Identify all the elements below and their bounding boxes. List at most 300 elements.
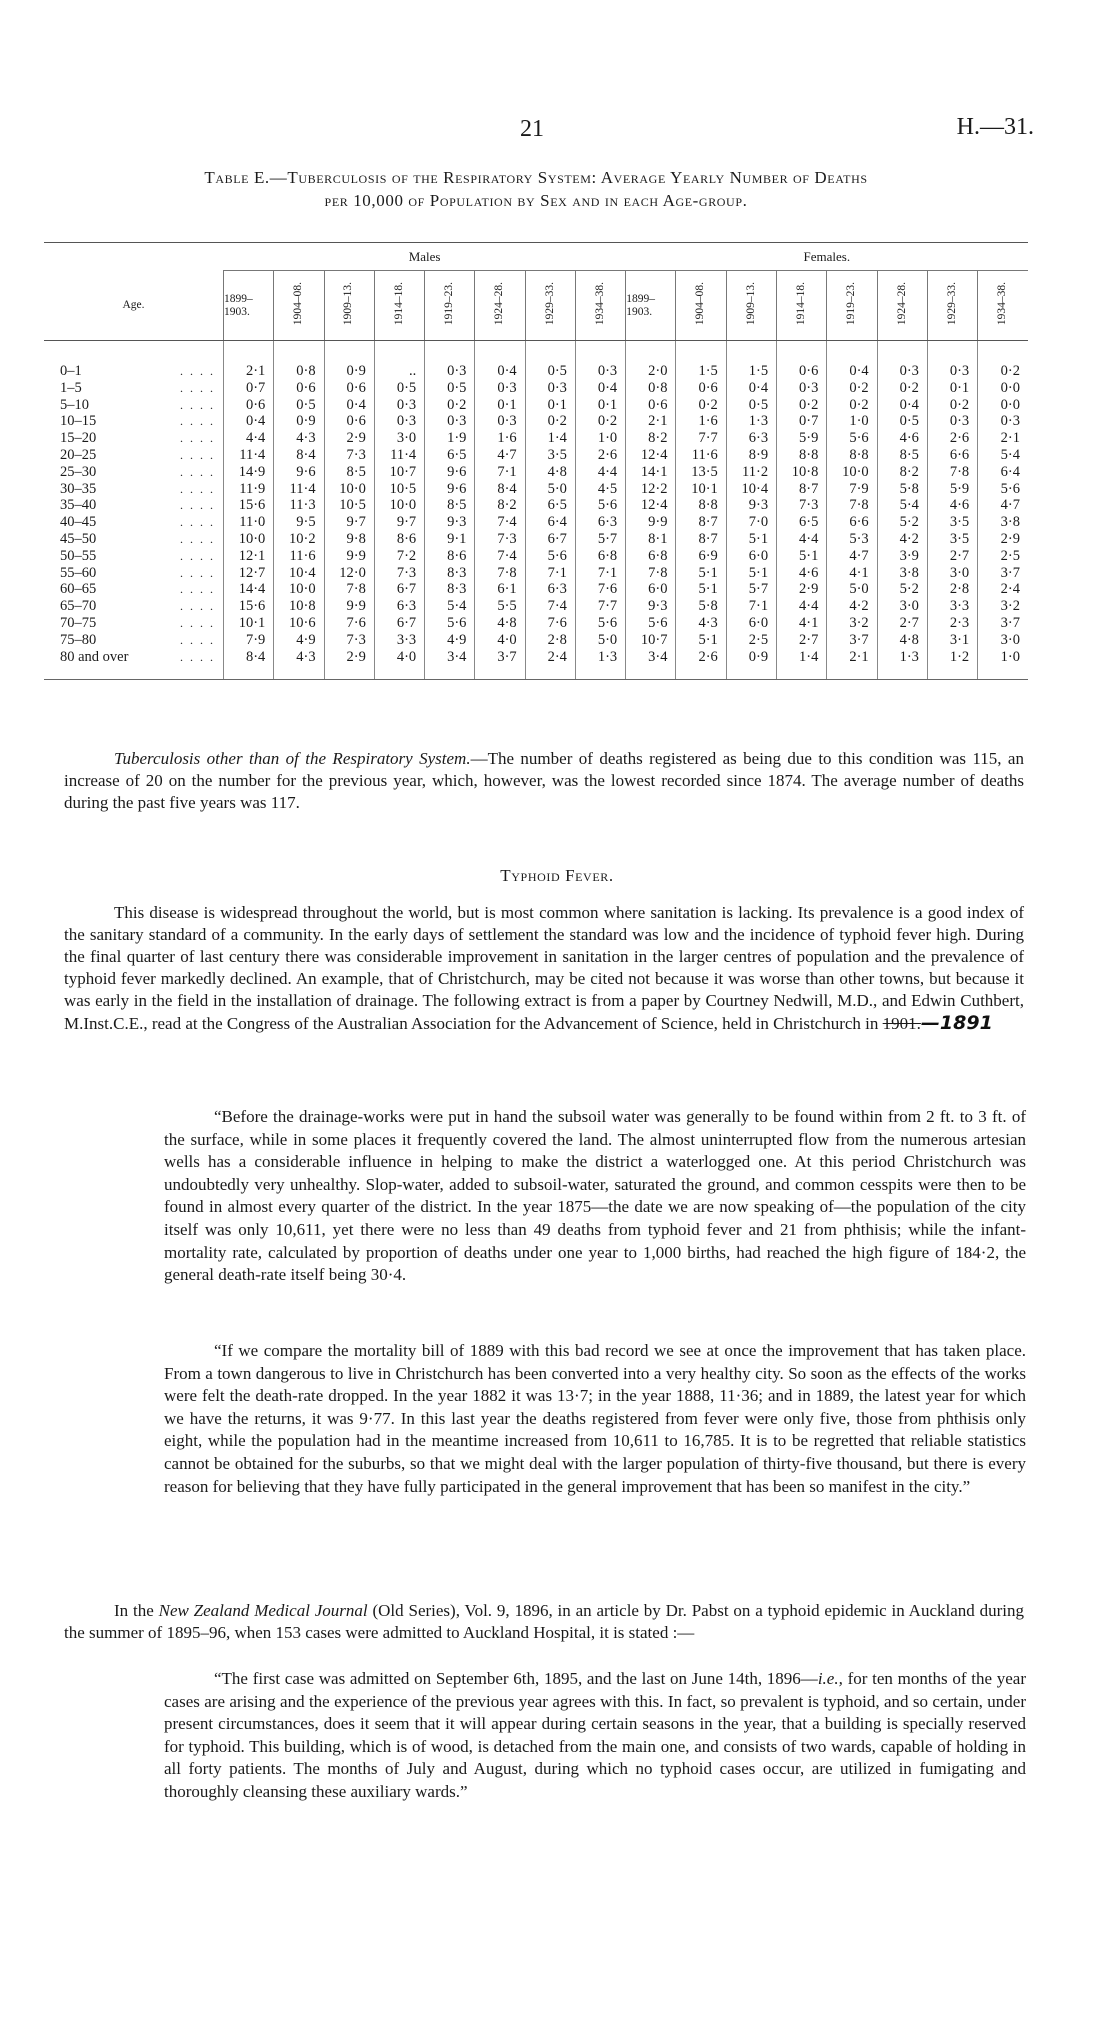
male-rate-cell: 8·3 — [425, 565, 475, 582]
female-rate-cell: 0·7 — [777, 413, 827, 430]
auckland-intro-pre: In the — [114, 1601, 159, 1620]
table-row — [44, 565, 1028, 582]
female-rate-cell: 7·8 — [827, 497, 877, 514]
male-rate-cell: 0·4 — [575, 380, 625, 397]
female-rate-cell: 7·9 — [827, 481, 877, 498]
male-rate-cell: 11·6 — [274, 548, 324, 565]
male-rate-cell: 8·5 — [324, 464, 374, 481]
male-rate-cell: 0·3 — [425, 413, 475, 430]
male-rate-cell: 4·5 — [575, 481, 625, 498]
male-period-label: 1924–28. — [493, 282, 506, 326]
female-rate-cell: 0·4 — [726, 380, 776, 397]
age-group-label: 25–30 — [60, 463, 97, 480]
female-rate-cell: 6·9 — [676, 548, 726, 565]
male-period-header — [425, 271, 475, 341]
age-column-header: Age. — [44, 271, 224, 341]
table-row — [44, 514, 1028, 531]
age-group-label: 80 and over — [60, 648, 129, 665]
male-rate-cell: 11·3 — [274, 497, 324, 514]
male-rate-cell: 10·0 — [274, 581, 324, 598]
male-rate-cell: 4·4 — [224, 430, 274, 447]
male-rate-cell: 0·2 — [575, 413, 625, 430]
female-rate-cell: 10·7 — [626, 632, 676, 649]
table-row — [44, 447, 1028, 464]
female-rate-cell: 11·2 — [726, 464, 776, 481]
age-group-label: 20–25 — [60, 446, 97, 463]
male-rate-cell: 10·0 — [374, 497, 424, 514]
female-rate-cell: 4·7 — [827, 548, 877, 565]
christchurch-quote-2: “If we compare the mortality bill of 1889 with this bad record we see at once the improvement that has taken place. From a town dangerous to live in Christchurch has been converted into a very healthy city. So soon as the effects of the works were felt the death-rate dropped. In the year 1882 it was 13·7; in the year 1888, 11·36; and in 1889, the latest year for which we have the returns, it was 9·77. In this last year the deaths registered from fever were only five, those from phthisis only eight, while the population had in the meantime increased from 10,611 to 16,785. It is to be regretted that reliable statistics cannot be obtained for the suburbs, so that we might deal with the larger population of thirty-five thousand, but there is every reason for believing that they have fully participated in the general improvement that has been so manifest in the city.” — [164, 1341, 1026, 1496]
leader-dots: . . . . — [180, 464, 215, 479]
male-rate-cell: 6·4 — [525, 514, 575, 531]
male-rate-cell: 6·3 — [575, 514, 625, 531]
table-row — [44, 615, 1028, 632]
female-rate-cell: 10·4 — [726, 481, 776, 498]
page-number: 21 — [520, 116, 544, 142]
male-rate-cell: 9·8 — [324, 531, 374, 548]
male-rate-cell: 9·9 — [324, 548, 374, 565]
male-rate-cell: 12·7 — [224, 565, 274, 582]
male-rate-cell: 9·7 — [324, 514, 374, 531]
female-rate-cell: 0·6 — [777, 341, 827, 380]
male-rate-cell: 6·7 — [374, 581, 424, 598]
female-rate-cell: 13·5 — [676, 464, 726, 481]
female-rate-cell: 1·3 — [726, 413, 776, 430]
female-rate-cell: 5·1 — [676, 632, 726, 649]
male-rate-cell: 0·5 — [274, 397, 324, 414]
female-rate-cell: 1·5 — [676, 341, 726, 380]
male-rate-cell: 3·3 — [374, 632, 424, 649]
female-rate-cell: 5·1 — [676, 565, 726, 582]
female-rate-cell: 12·4 — [626, 497, 676, 514]
male-rate-cell: 7·8 — [324, 581, 374, 598]
male-rate-cell: 0·3 — [575, 341, 625, 380]
female-rate-cell: 6·5 — [777, 514, 827, 531]
male-rate-cell: 1·0 — [575, 430, 625, 447]
age-group-label: 15–20 — [60, 430, 97, 447]
male-rate-cell: 3·7 — [475, 649, 525, 680]
male-rate-cell: 0·3 — [374, 397, 424, 414]
male-rate-cell: 0·5 — [374, 380, 424, 397]
female-rate-cell: 2·7 — [777, 632, 827, 649]
female-rate-cell: 5·7 — [726, 581, 776, 598]
female-rate-cell: 4·2 — [877, 531, 927, 548]
female-rate-cell: 0·8 — [626, 380, 676, 397]
male-rate-cell: 5·7 — [575, 531, 625, 548]
female-rate-cell: 0·1 — [927, 380, 977, 397]
male-rate-cell: 0·2 — [525, 413, 575, 430]
male-period-header — [575, 271, 625, 341]
male-rate-cell: 2·4 — [525, 649, 575, 680]
table-row — [44, 598, 1028, 615]
male-rate-cell: 5·6 — [575, 497, 625, 514]
male-rate-cell: 0·3 — [425, 341, 475, 380]
table-row — [44, 464, 1028, 481]
male-rate-cell: 15·6 — [224, 497, 274, 514]
female-rate-cell: 5·6 — [626, 615, 676, 632]
table-caption-line-1: Table E.—Tuberculosis of the Respiratory System: Average Yearly Number of Deaths — [204, 168, 868, 187]
leader-dots: . . . . — [180, 649, 215, 664]
female-period-header — [726, 271, 776, 341]
female-rate-cell: 4·2 — [827, 598, 877, 615]
female-rate-cell: 0·5 — [877, 413, 927, 430]
male-rate-cell: 10·6 — [274, 615, 324, 632]
male-rate-cell: 15·6 — [224, 598, 274, 615]
female-rate-cell: 0·3 — [927, 341, 977, 380]
table-caption-line-2: per 10,000 of Population by Sex and in each Age-group. — [324, 191, 748, 210]
table-row — [44, 380, 1028, 397]
table-caption — [46, 166, 1026, 212]
male-rate-cell: 8·5 — [425, 497, 475, 514]
female-rate-cell: 3·0 — [877, 598, 927, 615]
female-period-header — [877, 271, 927, 341]
female-rate-cell: 3·0 — [927, 565, 977, 582]
female-rate-cell: 8·5 — [877, 447, 927, 464]
female-rate-cell: 2·9 — [777, 581, 827, 598]
female-rate-cell: 4·6 — [927, 497, 977, 514]
leader-dots: . . . . — [180, 431, 215, 446]
female-rate-cell: 0·9 — [726, 649, 776, 680]
male-rate-cell: 2·1 — [224, 341, 274, 380]
female-rate-cell: 6·0 — [626, 581, 676, 598]
typhoid-intro-paragraph — [64, 902, 1024, 1035]
handwritten-correction: —1891 — [920, 1012, 993, 1034]
female-rate-cell: 0·2 — [877, 380, 927, 397]
female-rate-cell: 2·1 — [827, 649, 877, 680]
male-rate-cell: 1·9 — [425, 430, 475, 447]
male-rate-cell: 8·4 — [475, 481, 525, 498]
female-rate-cell: 5·1 — [777, 548, 827, 565]
table-row — [44, 497, 1028, 514]
female-rate-cell: 8·2 — [626, 430, 676, 447]
female-rate-cell: 7·1 — [726, 598, 776, 615]
female-rate-cell: 0·2 — [927, 397, 977, 414]
female-rate-cell: 0·2 — [827, 397, 877, 414]
age-group-label: 75–80 — [60, 631, 97, 648]
female-rate-cell: 12·4 — [626, 447, 676, 464]
male-rate-cell: 1·4 — [525, 430, 575, 447]
female-period-label: 1924–28. — [895, 282, 908, 326]
female-period-header — [777, 271, 827, 341]
male-rate-cell: 4·8 — [525, 464, 575, 481]
female-period-label: 1919–23. — [845, 282, 858, 326]
age-group-cell — [44, 632, 224, 649]
male-period-label: 1899–1903. — [224, 292, 253, 318]
male-rate-cell: 7·3 — [374, 565, 424, 582]
male-rate-cell: 7·1 — [525, 565, 575, 582]
male-period-label: 1914–18. — [392, 282, 405, 326]
female-rate-cell: 3·7 — [978, 615, 1028, 632]
female-rate-cell: 7·3 — [777, 497, 827, 514]
age-group-cell — [44, 397, 224, 414]
female-rate-cell: 5·8 — [676, 598, 726, 615]
female-rate-cell: 2·1 — [626, 413, 676, 430]
male-rate-cell: 11·9 — [224, 481, 274, 498]
female-rate-cell: 1·2 — [927, 649, 977, 680]
male-period-header — [525, 271, 575, 341]
auckland-quote-pre: “The first case was admitted on September 6th, 1895, and the last on June 14th, 1896— — [214, 1669, 818, 1688]
document-reference: H.—31. — [956, 114, 1034, 140]
female-rate-cell: 0·2 — [676, 397, 726, 414]
female-rate-cell: 0·5 — [726, 397, 776, 414]
typhoid-section-title: Typhoid Fever. — [500, 866, 614, 885]
female-rate-cell: 0·3 — [927, 413, 977, 430]
female-rate-cell: 0·6 — [626, 397, 676, 414]
male-rate-cell: 0·6 — [324, 413, 374, 430]
male-rate-cell: 1·6 — [475, 430, 525, 447]
female-rate-cell: 3·8 — [877, 565, 927, 582]
male-rate-cell: 0·3 — [374, 413, 424, 430]
male-rate-cell: 4·7 — [475, 447, 525, 464]
male-rate-cell: 0·6 — [274, 380, 324, 397]
female-period-header — [827, 271, 877, 341]
male-rate-cell: 9·3 — [425, 514, 475, 531]
female-rate-cell: 12·2 — [626, 481, 676, 498]
age-group-cell — [44, 447, 224, 464]
male-rate-cell: 9·6 — [274, 464, 324, 481]
female-rate-cell: 5·3 — [827, 531, 877, 548]
male-rate-cell: 10·5 — [374, 481, 424, 498]
male-rate-cell: 7·3 — [324, 447, 374, 464]
leader-dots: . . . . — [180, 380, 215, 395]
female-rate-cell: 6·8 — [626, 548, 676, 565]
female-rate-cell: 4·4 — [777, 531, 827, 548]
female-rate-cell: 14·1 — [626, 464, 676, 481]
male-rate-cell: 0·7 — [224, 380, 274, 397]
age-group-label: 40–45 — [60, 514, 97, 531]
age-group-cell — [44, 514, 224, 531]
female-rate-cell: 0·2 — [827, 380, 877, 397]
female-rate-cell: 2·4 — [978, 581, 1028, 598]
male-rate-cell: 0·9 — [274, 413, 324, 430]
leader-dots: . . . . — [180, 548, 215, 563]
male-rate-cell: 10·2 — [274, 531, 324, 548]
female-period-header — [626, 271, 676, 341]
female-rate-cell: 0·4 — [877, 397, 927, 414]
female-rate-cell: 2·8 — [927, 581, 977, 598]
female-rate-cell: 10·8 — [777, 464, 827, 481]
male-rate-cell: 6·8 — [575, 548, 625, 565]
female-rate-cell: 1·5 — [726, 341, 776, 380]
table-row — [44, 413, 1028, 430]
journal-title: New Zealand Medical Journal — [158, 1601, 368, 1620]
age-group-cell — [44, 341, 224, 380]
female-period-label: 1899–1903. — [626, 292, 655, 318]
female-rate-cell: 1·4 — [777, 649, 827, 680]
age-group-cell — [44, 548, 224, 565]
female-rate-cell: 11·6 — [676, 447, 726, 464]
female-rate-cell: 5·1 — [726, 531, 776, 548]
table-row — [44, 397, 1028, 414]
table-row — [44, 481, 1028, 498]
female-rate-cell: 8·8 — [827, 447, 877, 464]
female-rate-cell: 5·9 — [927, 481, 977, 498]
age-group-label: 55–60 — [60, 564, 97, 581]
female-rate-cell: 10·1 — [676, 481, 726, 498]
female-rate-cell: 6·6 — [927, 447, 977, 464]
female-period-label: 1914–18. — [794, 282, 807, 326]
male-rate-cell: 0·1 — [525, 397, 575, 414]
leader-dots: . . . . — [180, 565, 215, 580]
male-rate-cell: 4·0 — [374, 649, 424, 680]
female-rate-cell: 0·0 — [978, 380, 1028, 397]
male-rate-cell: 8·4 — [274, 447, 324, 464]
female-rate-cell: 6·4 — [978, 464, 1028, 481]
female-period-header — [978, 271, 1028, 341]
female-rate-cell: 8·8 — [777, 447, 827, 464]
female-period-label: 1909–13. — [744, 282, 757, 326]
female-rate-cell: 2·7 — [927, 548, 977, 565]
leader-dots: . . . . — [180, 582, 215, 597]
age-group-label: 45–50 — [60, 530, 97, 547]
male-rate-cell: 14·4 — [224, 581, 274, 598]
female-rate-cell: 8·1 — [626, 531, 676, 548]
male-period-header — [224, 271, 274, 341]
female-rate-cell: 5·8 — [877, 481, 927, 498]
female-rate-cell: 5·2 — [877, 581, 927, 598]
male-rate-cell: 7·1 — [575, 565, 625, 582]
male-rate-cell: 4·9 — [425, 632, 475, 649]
male-rate-cell: 7·2 — [374, 548, 424, 565]
female-rate-cell: 8·7 — [777, 481, 827, 498]
female-rate-cell: 0·4 — [827, 341, 877, 380]
age-group-label: 50–55 — [60, 547, 97, 564]
female-rate-cell: 3·7 — [827, 632, 877, 649]
male-rate-cell: 0·4 — [324, 397, 374, 414]
age-group-cell — [44, 380, 224, 397]
table-row — [44, 649, 1028, 680]
female-period-label: 1904–08. — [694, 282, 707, 326]
male-rate-cell: 7·6 — [575, 581, 625, 598]
page-header — [0, 112, 1114, 152]
male-rate-cell: 0·8 — [274, 341, 324, 380]
male-period-header — [475, 271, 525, 341]
male-rate-cell: 12·1 — [224, 548, 274, 565]
female-rate-cell: 4·6 — [877, 430, 927, 447]
female-rate-cell: 8·7 — [676, 531, 726, 548]
male-rate-cell: 4·4 — [575, 464, 625, 481]
leader-dots: . . . . — [180, 447, 215, 462]
male-period-label: 1904–08. — [292, 282, 305, 326]
female-rate-cell: 0·2 — [777, 397, 827, 414]
female-period-label: 1934–38. — [996, 282, 1009, 326]
male-rate-cell: 11·4 — [224, 447, 274, 464]
male-period-label: 1929–33. — [543, 282, 556, 326]
female-rate-cell: 0·3 — [877, 341, 927, 380]
leader-dots: . . . . — [180, 364, 215, 378]
male-rate-cell: 8·2 — [475, 497, 525, 514]
female-rate-cell: 6·0 — [726, 615, 776, 632]
struck-year: 1901. — [882, 1014, 921, 1033]
tb-other-text: —The number of deaths registered as being due to this condition was 115, an increase of 20 on the number for the previous year, which, however, was the lowest recorded since 1874. The average number of deaths during the past five years was 117. — [64, 749, 1024, 812]
female-rate-cell: 5·4 — [877, 497, 927, 514]
male-rate-cell: 0·4 — [224, 413, 274, 430]
auckland-intro-post: (Old Series), Vol. 9, 1896, in an article by Dr. Pabst on a typhoid epidemic in Auckland during the summer of 1895–96, when 153 cases were admitted to Auckland Hospital, it is stated :— — [64, 1601, 1024, 1642]
age-group-cell — [44, 413, 224, 430]
female-rate-cell: 3·8 — [978, 514, 1028, 531]
male-rate-cell: 7·8 — [475, 565, 525, 582]
female-rate-cell: 2·0 — [626, 341, 676, 380]
male-rate-cell: 8·3 — [425, 581, 475, 598]
female-period-header — [676, 271, 726, 341]
female-rate-cell: 0·6 — [676, 380, 726, 397]
age-group-cell — [44, 649, 224, 680]
female-rate-cell: 5·1 — [726, 565, 776, 582]
male-rate-cell: 10·0 — [324, 481, 374, 498]
male-rate-cell: 8·4 — [224, 649, 274, 680]
male-rate-cell: 5·0 — [525, 481, 575, 498]
male-rate-cell: 9·7 — [374, 514, 424, 531]
male-rate-cell: .. — [374, 341, 424, 380]
age-group-cell — [44, 598, 224, 615]
female-rate-cell: 4·1 — [777, 615, 827, 632]
female-rate-cell: 8·2 — [877, 464, 927, 481]
male-rate-cell: 11·0 — [224, 514, 274, 531]
male-rate-cell: 5·4 — [425, 598, 475, 615]
male-rate-cell: 4·3 — [274, 430, 324, 447]
female-period-label: 1929–33. — [945, 282, 958, 326]
female-rate-cell: 2·6 — [927, 430, 977, 447]
female-rate-cell: 3·2 — [978, 598, 1028, 615]
age-group-label: 30–35 — [60, 480, 97, 497]
male-rate-cell: 12·0 — [324, 565, 374, 582]
age-header-spacer — [44, 243, 224, 271]
male-rate-cell: 2·8 — [525, 632, 575, 649]
male-rate-cell: 5·6 — [425, 615, 475, 632]
female-rate-cell: 2·7 — [877, 615, 927, 632]
female-rate-cell: 2·5 — [726, 632, 776, 649]
male-rate-cell: 0·6 — [224, 397, 274, 414]
female-rate-cell: 9·3 — [726, 497, 776, 514]
male-rate-cell: 9·5 — [274, 514, 324, 531]
female-rate-cell: 4·8 — [877, 632, 927, 649]
leader-dots: . . . . — [180, 481, 215, 496]
age-group-cell — [44, 531, 224, 548]
male-rate-cell: 3·5 — [525, 447, 575, 464]
male-rate-cell: 8·6 — [425, 548, 475, 565]
female-rate-cell: 7·8 — [927, 464, 977, 481]
age-group-label: 1–5 — [60, 379, 82, 396]
female-rate-cell: 2·9 — [978, 531, 1028, 548]
male-rate-cell: 7·4 — [475, 514, 525, 531]
male-rate-cell: 7·1 — [475, 464, 525, 481]
male-rate-cell: 6·5 — [425, 447, 475, 464]
age-group-label: 5–10 — [60, 396, 89, 413]
male-rate-cell: 0·2 — [425, 397, 475, 414]
age-group-cell — [44, 464, 224, 481]
female-rate-cell: 3·4 — [626, 649, 676, 680]
female-rate-cell: 4·6 — [777, 565, 827, 582]
male-rate-cell: 0·3 — [475, 380, 525, 397]
leader-dots: . . . . — [180, 498, 215, 513]
male-rate-cell: 7·6 — [525, 615, 575, 632]
male-rate-cell: 10·1 — [224, 615, 274, 632]
female-rate-cell: 4·4 — [777, 598, 827, 615]
female-rate-cell: 7·7 — [676, 430, 726, 447]
female-rate-cell: 8·9 — [726, 447, 776, 464]
male-rate-cell: 9·6 — [425, 464, 475, 481]
male-rate-cell: 10·7 — [374, 464, 424, 481]
male-rate-cell: 4·9 — [274, 632, 324, 649]
male-rate-cell: 4·8 — [475, 615, 525, 632]
male-rate-cell: 6·5 — [525, 497, 575, 514]
typhoid-intro-text: This disease is widespread throughout the world, but is most common where sanitation is lacking. Its prevalence is a good index of the sanitary standard of a community. In the early days of settlement the standard was low and the incidence of typhoid fever high. During the final quarter of last century there was considerable improvement in sanitation in the larger centres of population and the prevalence of typhoid fever markedly declined. An example, that of Christchurch, may be cited not because it was worse than other towns, but because it was early in the field in the installation of drainage. The following extract is from a paper by Courtney Nedwill, M.D., and Edwin Cuthbert, M.Inst.C.E., read at the Congress of the Australian Association for the Advancement of Science, held in Christchurch in — [64, 903, 1024, 1033]
female-rate-cell: 1·0 — [827, 413, 877, 430]
male-rate-cell: 10·8 — [274, 598, 324, 615]
age-group-cell — [44, 565, 224, 582]
age-group-label: 70–75 — [60, 614, 97, 631]
age-group-cell — [44, 581, 224, 598]
